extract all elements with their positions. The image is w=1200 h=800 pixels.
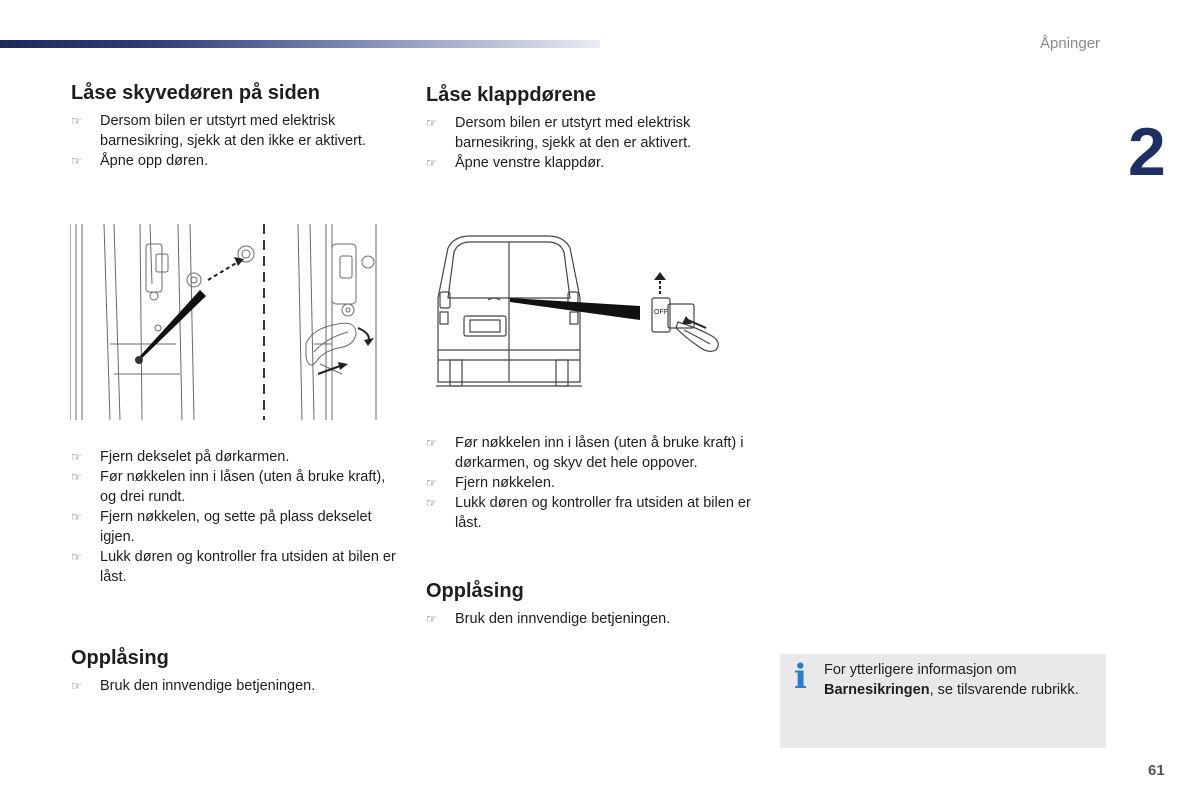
header-color-bar (0, 40, 600, 48)
lock-off-label: OFF (654, 309, 668, 316)
list-item: ☞ Åpne opp døren. (71, 151, 391, 171)
list-item: ☞ Før nøkkelen inn i låsen (uten å bruke kraft) i dørkarmen, og skyv det hele oppover. (426, 433, 756, 473)
info-text-bold: Barnesikringen (824, 682, 930, 698)
left-unlock-list (71, 676, 391, 696)
page-number: 61 (1148, 762, 1165, 779)
list-item: ☞ Dersom bilen er utstyrt med elektrisk barnesikring, sjekk at den er aktivert. (426, 113, 746, 153)
heading-unlock-left: Opplåsing (71, 647, 169, 669)
sliding-door-lock-illustration (70, 224, 394, 420)
right-intro-list (426, 113, 746, 173)
list-item: ☞ Bruk den innvendige betjeningen. (426, 609, 746, 629)
list-item: ☞ Åpne venstre klappdør. (426, 153, 746, 173)
barn-door-lock-illustration (430, 232, 730, 392)
info-box (780, 654, 1106, 748)
section-label: Åpninger (1040, 35, 1101, 52)
list-item: ☞ Lukk døren og kontroller fra utsiden at bilen er låst. (71, 547, 401, 587)
right-unlock-list (426, 609, 746, 629)
chapter-number: 2 (1128, 114, 1166, 190)
list-item: ☞ Fjern nøkkelen. (426, 473, 756, 493)
heading-sliding-door: Låse skyvedøren på siden (71, 82, 321, 104)
list-item: ☞ Før nøkkelen inn i låsen (uten å bruke kraft), og drei rundt. (71, 467, 401, 507)
list-item: ☞ Lukk døren og kontroller fra utsiden at bilen er låst. (426, 493, 756, 533)
left-intro-list (71, 111, 391, 171)
right-steps-list (426, 433, 756, 533)
list-item: ☞ Bruk den innvendige betjeningen. (71, 676, 391, 696)
heading-unlock-right: Opplåsing (426, 580, 524, 602)
list-item: ☞ Dersom bilen er utstyrt med elektrisk barnesikring, sjekk at den ikke er aktivert. (71, 111, 391, 151)
list-item: ☞ Fjern nøkkelen, og sette på plass dekselet igjen. (71, 507, 401, 547)
info-icon: i (794, 657, 807, 697)
list-item: ☞ Fjern dekselet på dørkarmen. (71, 447, 401, 467)
info-text-before: For ytterligere informasjon om (824, 662, 1017, 678)
heading-barn-doors: Låse klappdørene (426, 84, 597, 106)
left-steps-list (71, 447, 401, 587)
info-text (824, 660, 1100, 700)
info-text-after: , se tilsvarende rubrikk. (929, 682, 1079, 698)
